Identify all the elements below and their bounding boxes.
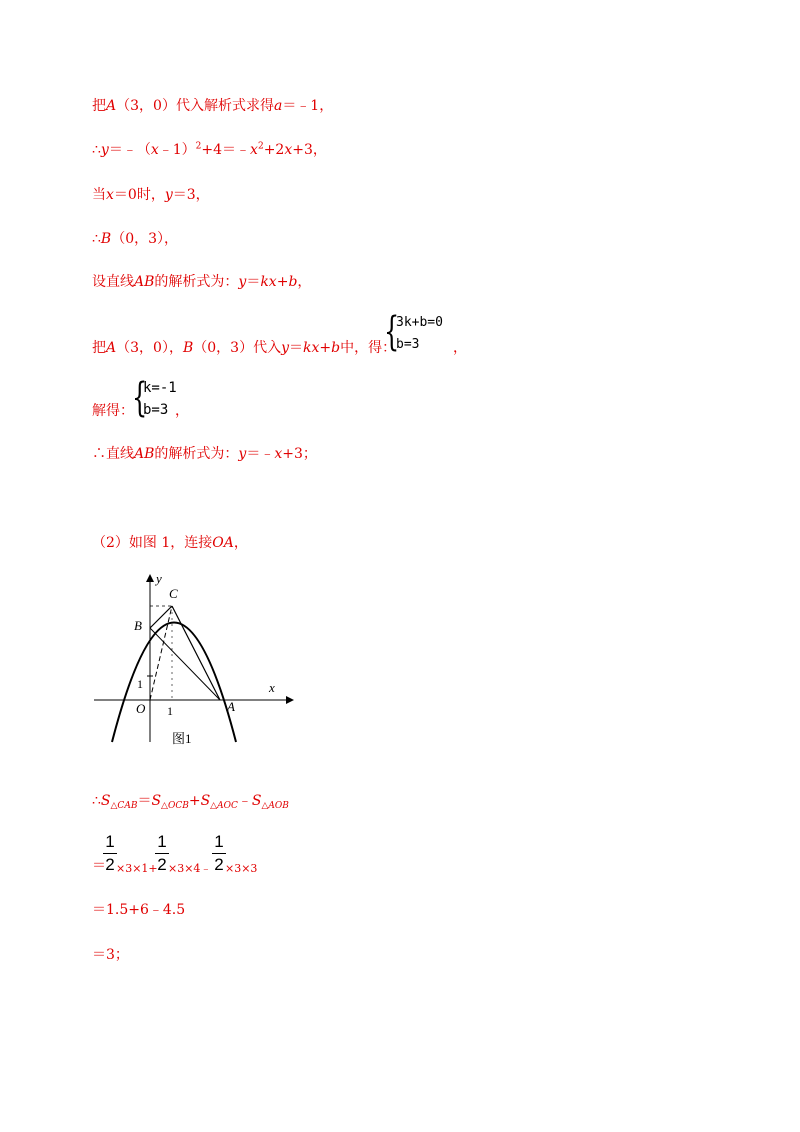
label-o: O (136, 701, 146, 716)
fraction-half-2: 1 2 (155, 832, 169, 875)
fraction-half-3: 1 2 (212, 832, 226, 875)
part-2-heading: （2）如图 1，连接OA， (92, 535, 248, 551)
solution-line-8: ∴直线AB的解析式为：y＝﹣x+3； (92, 446, 317, 462)
parabola (112, 623, 236, 743)
area-result-line: ＝1.5+6﹣4.5 (92, 902, 186, 918)
y-axis-arrow (146, 574, 154, 582)
x-axis-arrow (286, 696, 294, 704)
solution-line-6: 把A（3，0），B（0，3）代入y＝kx+b中，得： (92, 340, 397, 356)
equation-system-2: k=-1 b=3 (143, 380, 177, 418)
solution-line-1: 把A（3，0）代入解析式求得a＝﹣1， (92, 98, 334, 114)
label-a: A (227, 699, 235, 714)
figure-1 (90, 570, 310, 750)
label-b: B (134, 618, 142, 633)
tick-label-x1: 1 (167, 704, 173, 718)
area-formula: $\therefore S_{\triangle CAB}=S_{\triangle OCB}+S_{\triangle AOC}﹣S_{\triangle AOB}$ (92, 793, 289, 811)
segment-bc (150, 606, 172, 628)
figure-caption: 图1 (172, 731, 192, 746)
solution-line-4: ∴B（0，3）， (92, 231, 179, 247)
solution-line-7: 解得： (92, 403, 134, 419)
label-c: C (169, 586, 178, 601)
solution-brace: { (132, 375, 148, 421)
equation-brace: { (384, 309, 400, 355)
equation-system-1: 3k+b=0 b=3 (396, 315, 443, 352)
area-final-line: ＝3； (92, 947, 129, 963)
area-computation-line: ＝ (92, 858, 106, 874)
segment-ca (172, 606, 220, 700)
comma: ， (453, 340, 467, 356)
label-y: y (156, 571, 162, 586)
comma: ， (175, 403, 189, 419)
term-2: ×3×4﹣ (168, 862, 212, 875)
solution-line-3: 当x＝0时，y＝3， (92, 187, 210, 203)
fraction-half-1: 1 2 (103, 832, 117, 875)
segment-ba (150, 628, 220, 700)
solution-line-2: $\therefore y=﹣(x﹣1)^2+4=﹣x^2+2x+3$， (92, 141, 327, 158)
solution-line-5: 设直线AB的解析式为：y＝kx+b， (92, 274, 312, 290)
term-1: ×3×1+ (116, 862, 158, 875)
label-x: x (269, 680, 275, 695)
term-3: ×3×3 (225, 862, 258, 875)
dashed-line-oc (150, 606, 172, 700)
tick-label-y1: 1 (137, 677, 143, 691)
